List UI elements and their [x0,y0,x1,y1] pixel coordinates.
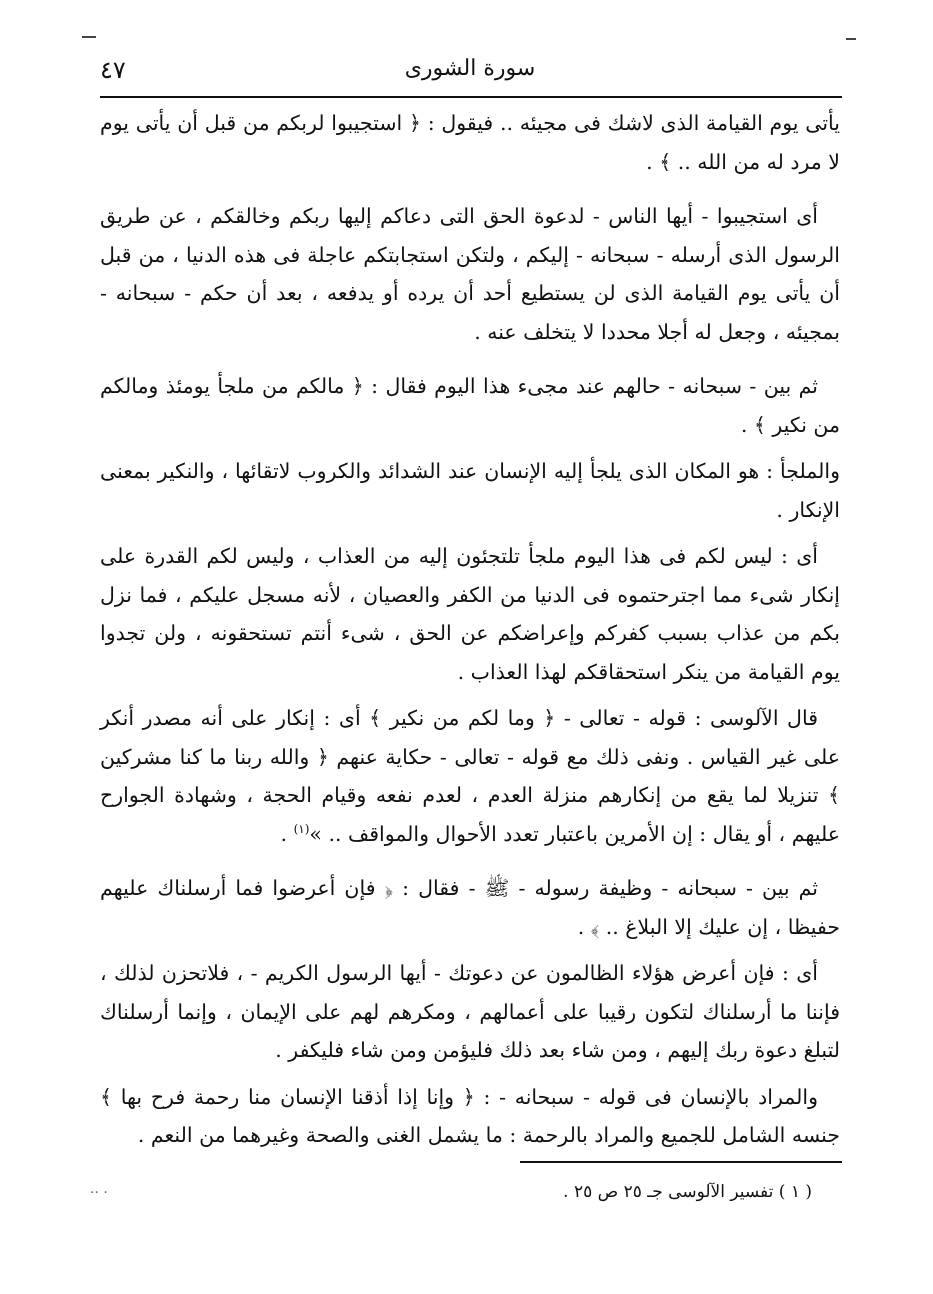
paragraph-text: قال الآلوسى : قوله - تعالى - ﴿ وما لكم من نكير ﴾ أى : إنكار على أنه مصدر أنكر على غير القياس . ونفى ذلك مع قوله - تعالى - حكاية عنهم ﴿ والله ربنا ما كنا مشركين ﴾ تنزيلا لما يقع من إنكارهم منزلة العدم ، لعدم نفعه وقيام الحجة ، وشهادة الجوارح عليهم ، أو يقال : إن الأمرين باعتبار تعدد الأحوال والمواقف .. » [100,706,840,846]
paragraph: ثم بين - سبحانه - حالهم عند مجىء هذا اليوم فقال : ﴿ مالكم من ملجأ يومئذ ومالكم من نكير ﴾ . [100,374,840,437]
paragraph: أى : فإن أعرض هؤلاء الظالمون عن دعوتك - أيها الرسول الكريم - ، فلاتحزن لذلك ، فإننا ما أرسلناك لتكون رقيبا على أعمالهم ، ومكرهم لهم على الإيمان ، وإنما أرسلناك لتبلغ دعوة ربك إليهم ، ومن شاء بعد ذلك فليؤمن ومن شاء فليكفر . [100,961,840,1062]
page-number: ٤٧ [100,56,126,84]
scan-specks: ·· · [90,1185,108,1201]
scan-mark [82,36,96,38]
scan-mark [846,38,856,40]
paragraph: والمراد بالإنسان فى قوله - سبحانه - : ﴿ وإنا إذا أذقنا الإنسان منا رحمة فرح بها ﴾ جنسه الشامل للجميع والمراد بالرحمة : ما يشمل الغنى والصحة وغيرهما من النعم . [100,1084,840,1147]
paragraph: أى استجيبوا - أيها الناس - لدعوة الحق التى دعاكم إليها ربكم وخالقكم ، عن طريق الرسول الذى أرسله - سبحانه - إليكم ، ولتكن استجابتكم عاجلة فى هذه الدنيا ، من قبل أن يأتى يوم القيامة الذى لن يستطيع أحد أن يرده أو يدفعه ، بعد أن حكم - سبحانه - بمجيئه ، وجعل له أجلا محددا لا يتخلف عنه . [100,204,840,344]
paragraph: يأتى يوم القيامة الذى لاشك فى مجيئه .. فيقول : ﴿ استجيبوا لربكم من قبل أن يأتى يوم لا مرد له من الله .. ﴾ . [100,111,840,174]
footnote-reference: (١) [293,821,310,836]
paragraph: والملجأ : هو المكان الذى يلجأ إليه الإنسان عند الشدائد والكروب لاتقائها ، والنكير بمعنى الإنكار . [100,459,840,522]
footnote-divider [520,1161,842,1163]
paragraph-with-quote: قال الآلوسى : قوله - تعالى - ﴿ وما لكم من نكير ﴾ أى : إنكار على أنه مصدر أنكر على غير القياس . ونفى ذلك مع قوله - تعالى - حكاية عنهم ﴿ والله ربنا ما كنا مشركين ﴾ تنزيلا لما يقع من إنكارهم منزلة العدم ، لعدم نفعه وقيام الحجة ، وشهادة الجوارح عليهم ، أو يقال : إن الأمرين باعتبار تعدد الأحوال والمواقف .. »$^{(١)}$ . [100,706,840,846]
page-body [100,104,840,1155]
footnote: ( ١ ) تفسير الآلوسى جـ ٢٥ ص ٢٥ . [563,1182,812,1202]
running-title: سورة الشورى [404,56,536,81]
header-divider [100,96,842,98]
page-header [100,50,840,90]
paragraph: ثم بين - سبحانه - وظيفة رسوله - ﷺ - فقال : ﴿ فإن أعرضوا فما أرسلناك عليهم حفيظا ، إن عليك إلا البلاغ .. ﴾ . [100,876,840,939]
paragraph: أى : ليس لكم فى هذا اليوم ملجأ تلتجئون إليه من العذاب ، وليس لكم القدرة على إنكار شىء مما اجترحتموه فى الدنيا من الكفر والعصيان ، لأنه مسجل عليكم ، فما نزل بكم من عذاب بسبب كفركم وإعراضكم عن الحق ، شىء أنتم تستحقونه ، ولن تجدوا يوم القيامة من ينكر استحقاقكم لهذا العذاب . [100,544,840,684]
